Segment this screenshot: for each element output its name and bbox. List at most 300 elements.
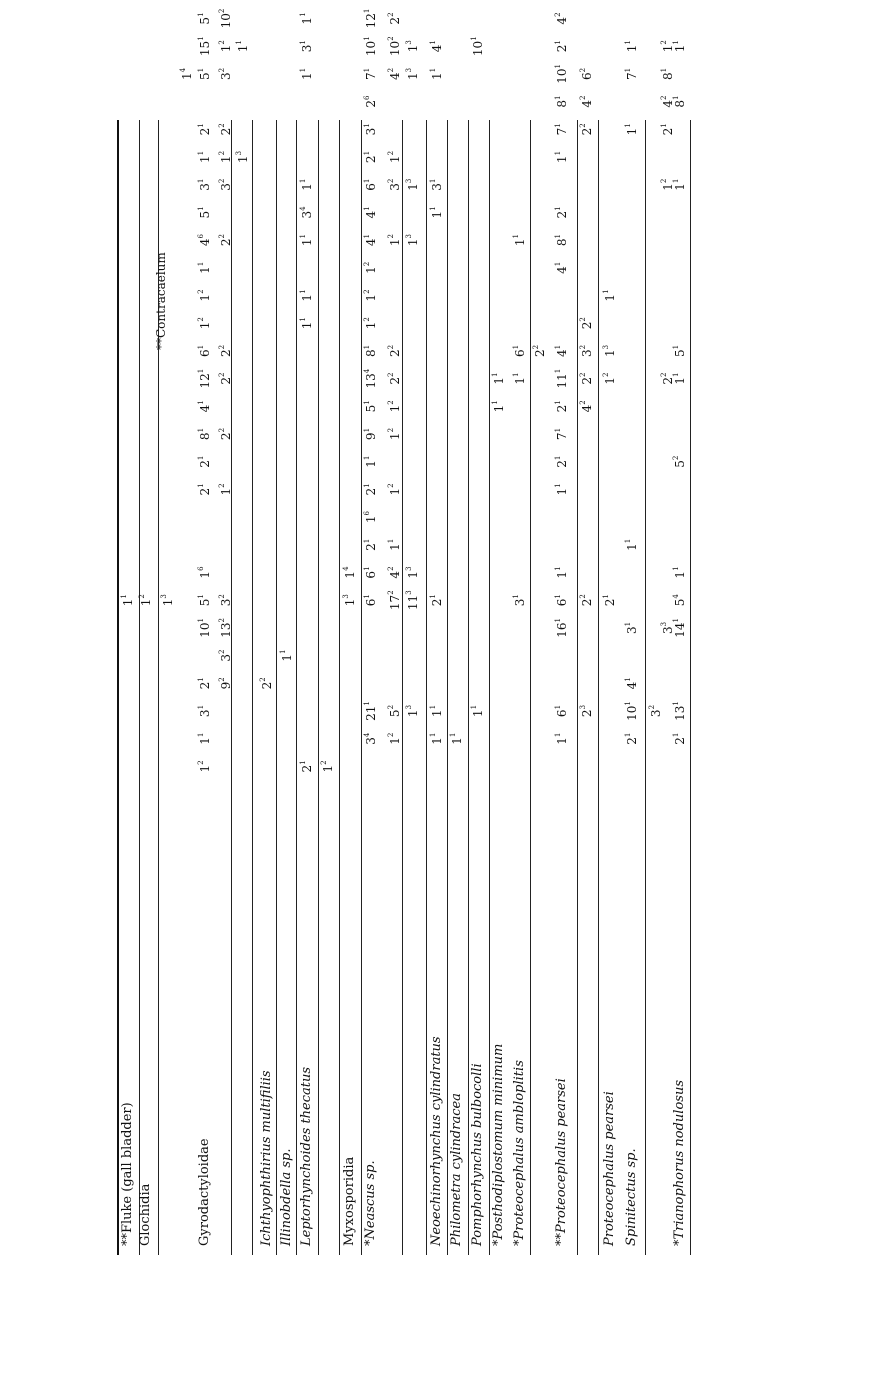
count-cell bbox=[280, 646, 294, 666]
count-value: 2 bbox=[388, 349, 402, 357]
count-value: 6 bbox=[555, 709, 569, 718]
count-superscript: 1 bbox=[197, 732, 205, 738]
count-superscript: 1 bbox=[672, 566, 680, 571]
count-value: 1 bbox=[388, 543, 402, 551]
count-value: 1 bbox=[492, 377, 506, 385]
count-value: 1 bbox=[406, 44, 420, 53]
count-superscript: 1 bbox=[624, 40, 632, 45]
count-superscript: 1 bbox=[197, 368, 205, 374]
count-cell bbox=[219, 424, 233, 444]
count-value: 4 bbox=[364, 238, 378, 247]
count-cell bbox=[364, 729, 378, 749]
count-cell bbox=[580, 396, 594, 416]
table-rule bbox=[361, 120, 362, 1255]
count-cell bbox=[430, 701, 444, 721]
count-superscript: 2 bbox=[579, 95, 587, 101]
count-superscript: 1 bbox=[197, 12, 205, 17]
count-cell bbox=[513, 369, 527, 389]
count-cell bbox=[219, 590, 233, 610]
count-cell bbox=[625, 701, 639, 721]
count-cell bbox=[661, 618, 675, 638]
count-cell bbox=[492, 396, 506, 416]
count-cell bbox=[661, 175, 675, 195]
count-cell bbox=[580, 369, 594, 389]
row-label: Leptorhynchoides thecatus bbox=[299, 1066, 314, 1246]
count-value: 8 bbox=[555, 238, 569, 247]
count-cell bbox=[555, 92, 569, 112]
count-value: 1 bbox=[364, 266, 378, 274]
count-superscript: 1 bbox=[429, 40, 437, 45]
count-cell bbox=[388, 230, 402, 250]
count-cell bbox=[625, 36, 639, 56]
count-superscript: 1 bbox=[672, 178, 680, 184]
count-superscript: 2 bbox=[387, 150, 395, 156]
table-rule bbox=[577, 120, 578, 1255]
count-cell bbox=[388, 147, 402, 167]
count-cell bbox=[673, 369, 687, 389]
count-cell bbox=[673, 563, 687, 583]
count-cell bbox=[661, 119, 675, 139]
count-value: 1 bbox=[219, 487, 233, 496]
count-superscript: 2 bbox=[218, 483, 226, 488]
count-value: 2 bbox=[673, 737, 687, 745]
count-value: 10 bbox=[364, 40, 378, 57]
count-value: 1 bbox=[364, 515, 378, 524]
count-cell bbox=[219, 646, 233, 666]
count-value: 2 bbox=[198, 127, 212, 136]
count-cell bbox=[625, 64, 639, 84]
count-value: 1 bbox=[198, 570, 212, 579]
count-superscript: 1 bbox=[512, 594, 520, 599]
count-cell bbox=[219, 369, 233, 389]
count-superscript: 1 bbox=[197, 344, 205, 350]
count-superscript: 2 bbox=[387, 372, 395, 378]
count-superscript: 2 bbox=[579, 317, 587, 322]
count-superscript: 2 bbox=[579, 67, 587, 73]
count-value: 1 bbox=[673, 570, 687, 579]
count-value: 1 bbox=[555, 570, 569, 579]
count-superscript: 2 bbox=[363, 289, 371, 294]
count-cell bbox=[321, 756, 335, 776]
count-value: 2 bbox=[364, 155, 378, 164]
count-value: 2 bbox=[533, 349, 547, 357]
count-superscript: 1 bbox=[554, 704, 562, 710]
count-value: 10 bbox=[625, 705, 639, 721]
count-value: 3 bbox=[219, 654, 233, 662]
count-value: 1 bbox=[406, 183, 420, 191]
count-cell bbox=[555, 424, 569, 444]
count-value: 2 bbox=[198, 460, 212, 468]
count-superscript: 1 bbox=[197, 123, 205, 128]
count-superscript: 2 bbox=[387, 234, 395, 239]
count-cell bbox=[198, 369, 212, 389]
count-superscript: 2 bbox=[387, 400, 395, 405]
count-superscript: 1 bbox=[660, 67, 668, 73]
count-cell bbox=[555, 479, 569, 499]
count-superscript: 2 bbox=[602, 372, 610, 378]
count-value: 7 bbox=[364, 72, 378, 80]
count-value: 9 bbox=[219, 681, 233, 690]
count-cell bbox=[198, 673, 212, 693]
count-cell bbox=[430, 590, 444, 610]
count-value: 1 bbox=[673, 377, 687, 385]
count-superscript: 1 bbox=[363, 427, 371, 433]
count-superscript: 1 bbox=[554, 40, 562, 45]
count-value: 1 bbox=[300, 183, 314, 191]
count-cell bbox=[513, 230, 527, 250]
count-cell bbox=[236, 36, 250, 56]
count-cell bbox=[406, 64, 420, 84]
count-cell bbox=[198, 313, 212, 333]
count-superscript: 2 bbox=[554, 12, 562, 17]
count-superscript: 2 bbox=[387, 344, 395, 350]
count-cell bbox=[555, 618, 569, 638]
count-cell bbox=[198, 175, 212, 195]
count-value: 1 bbox=[406, 238, 420, 247]
count-value: 3 bbox=[625, 626, 639, 634]
count-value: 5 bbox=[364, 404, 378, 413]
count-value: 1 bbox=[513, 377, 527, 385]
table-rule bbox=[690, 120, 691, 1255]
count-cell bbox=[388, 729, 402, 749]
count-cell bbox=[364, 396, 378, 416]
count-cell bbox=[180, 64, 194, 84]
count-superscript: 1 bbox=[197, 206, 205, 211]
count-cell bbox=[388, 9, 402, 29]
count-value: 5 bbox=[198, 598, 212, 607]
count-value: 3 bbox=[219, 183, 233, 191]
count-cell bbox=[198, 756, 212, 776]
count-value: 3 bbox=[198, 183, 212, 191]
count-superscript: 1 bbox=[512, 344, 520, 350]
count-superscript: 1 bbox=[299, 760, 307, 765]
count-cell bbox=[198, 479, 212, 499]
contracaelum-label: **Contracaelum bbox=[154, 252, 168, 350]
count-superscript: 1 bbox=[554, 64, 562, 69]
count-value: 1 bbox=[364, 293, 378, 302]
count-cell bbox=[364, 147, 378, 167]
count-superscript: 3 bbox=[160, 594, 168, 599]
count-cell bbox=[198, 258, 212, 278]
count-cell bbox=[300, 756, 314, 776]
count-superscript: 2 bbox=[138, 594, 146, 599]
count-value: 1 bbox=[300, 321, 314, 330]
table-rule bbox=[489, 120, 490, 1255]
count-superscript: 1 bbox=[624, 701, 632, 706]
count-cell bbox=[300, 313, 314, 333]
count-superscript: 1 bbox=[363, 400, 371, 405]
count-superscript: 1 bbox=[672, 344, 680, 350]
count-cell bbox=[198, 147, 212, 167]
count-cell bbox=[300, 286, 314, 306]
count-superscript: 1 bbox=[624, 67, 632, 73]
count-cell bbox=[580, 64, 594, 84]
count-superscript: 2 bbox=[218, 427, 226, 433]
count-cell bbox=[661, 36, 675, 56]
count-value: 2 bbox=[219, 432, 233, 441]
count-superscript: 2 bbox=[218, 618, 226, 623]
count-value: 10 bbox=[219, 13, 233, 29]
row-label: Myxosporidia bbox=[342, 1156, 357, 1246]
count-value: 1 bbox=[280, 654, 294, 662]
count-cell bbox=[236, 147, 250, 167]
count-value: 1 bbox=[198, 266, 212, 274]
count-superscript: 1 bbox=[470, 36, 478, 41]
count-value: 13 bbox=[219, 622, 233, 638]
count-value: 1 bbox=[198, 764, 212, 773]
count-value: 2 bbox=[661, 127, 675, 136]
count-cell bbox=[219, 618, 233, 638]
count-cell bbox=[364, 119, 378, 139]
count-value: 2 bbox=[388, 16, 402, 25]
count-superscript: 1 bbox=[299, 234, 307, 239]
count-superscript: 1 bbox=[363, 344, 371, 350]
count-value: 1 bbox=[121, 598, 135, 607]
count-superscript: 1 bbox=[197, 261, 205, 267]
count-cell bbox=[649, 701, 663, 721]
count-superscript: 1 bbox=[429, 732, 437, 738]
count-cell bbox=[364, 563, 378, 583]
count-value: 2 bbox=[555, 404, 569, 413]
count-value: 3 bbox=[661, 626, 675, 634]
row-label: Spinitectus sp. bbox=[624, 1148, 639, 1246]
count-cell bbox=[364, 424, 378, 444]
count-cell bbox=[492, 369, 506, 389]
count-superscript: 4 bbox=[672, 594, 680, 599]
count-superscript: 3 bbox=[342, 594, 350, 599]
count-value: 11 bbox=[406, 594, 420, 611]
count-superscript: 1 bbox=[660, 123, 668, 128]
table-rule bbox=[252, 120, 253, 1255]
count-superscript: 6 bbox=[363, 511, 371, 516]
count-cell bbox=[430, 64, 444, 84]
count-value: 6 bbox=[364, 183, 378, 191]
count-value: 3 bbox=[219, 598, 233, 607]
count-value: 1 bbox=[364, 321, 378, 330]
count-superscript: 1 bbox=[624, 538, 632, 544]
count-cell bbox=[580, 341, 594, 361]
count-value: 1 bbox=[300, 293, 314, 302]
count-cell bbox=[364, 0, 378, 1]
count-cell bbox=[219, 341, 233, 361]
count-superscript: 3 bbox=[405, 178, 413, 184]
count-value: 3 bbox=[430, 183, 444, 191]
count-value: 5 bbox=[673, 349, 687, 357]
count-cell bbox=[430, 729, 444, 749]
count-cell bbox=[198, 341, 212, 361]
count-value: 3 bbox=[513, 598, 527, 607]
count-superscript: 2 bbox=[197, 760, 205, 765]
count-value: 1 bbox=[471, 709, 485, 718]
count-cell bbox=[161, 590, 175, 610]
count-value: 2 bbox=[219, 377, 233, 385]
count-cell bbox=[673, 590, 687, 610]
count-cell bbox=[625, 535, 639, 555]
count-superscript: 1 bbox=[363, 455, 371, 461]
count-superscript: 1 bbox=[197, 704, 205, 710]
count-cell bbox=[364, 9, 378, 29]
count-superscript: 1 bbox=[554, 732, 562, 738]
count-superscript: 3 bbox=[405, 234, 413, 239]
count-superscript: 3 bbox=[602, 344, 610, 350]
table-rule bbox=[530, 120, 531, 1255]
count-value: 2 bbox=[555, 210, 569, 219]
count-superscript: 1 bbox=[299, 289, 307, 294]
count-superscript: 1 bbox=[387, 538, 395, 544]
count-superscript: 1 bbox=[491, 372, 499, 378]
count-cell bbox=[450, 729, 464, 749]
count-superscript: 1 bbox=[554, 234, 562, 239]
count-cell bbox=[625, 729, 639, 749]
row-label: Gyrodactyloidae bbox=[197, 1138, 212, 1246]
count-value: 1 bbox=[388, 238, 402, 247]
count-superscript: 1 bbox=[235, 40, 243, 45]
count-cell bbox=[625, 673, 639, 693]
count-cell bbox=[300, 64, 314, 84]
count-value: 1 bbox=[661, 44, 675, 53]
count-superscript: 3 bbox=[405, 40, 413, 45]
count-cell bbox=[603, 286, 617, 306]
count-value: 3 bbox=[364, 127, 378, 136]
count-value: 2 bbox=[364, 543, 378, 551]
count-value: 1 bbox=[388, 487, 402, 496]
count-value: 7 bbox=[625, 72, 639, 80]
count-cell bbox=[555, 147, 569, 167]
count-cell bbox=[198, 729, 212, 749]
count-cell bbox=[121, 590, 135, 610]
count-value: 4 bbox=[555, 349, 569, 357]
count-value: 4 bbox=[580, 404, 594, 413]
count-cell bbox=[388, 563, 402, 583]
table-rule bbox=[447, 120, 448, 1255]
table-rule bbox=[426, 120, 427, 1255]
count-cell bbox=[430, 175, 444, 195]
count-cell bbox=[198, 701, 212, 721]
count-superscript: 1 bbox=[363, 36, 371, 41]
count-cell bbox=[364, 230, 378, 250]
table-rule bbox=[296, 120, 297, 1255]
count-cell bbox=[198, 618, 212, 638]
count-value: 5 bbox=[673, 598, 687, 607]
count-cell bbox=[555, 202, 569, 222]
count-value: 2 bbox=[198, 487, 212, 496]
count-cell bbox=[661, 64, 675, 84]
count-value: 3 bbox=[219, 72, 233, 80]
count-superscript: 1 bbox=[429, 206, 437, 211]
count-value: 1 bbox=[555, 737, 569, 745]
count-value: 3 bbox=[198, 709, 212, 718]
count-superscript: 1 bbox=[299, 67, 307, 73]
count-cell bbox=[198, 590, 212, 610]
count-superscript: 1 bbox=[554, 261, 562, 267]
count-cell bbox=[580, 92, 594, 112]
count-cell bbox=[219, 36, 233, 56]
count-superscript: 2 bbox=[387, 178, 395, 184]
count-value: 9 bbox=[364, 432, 378, 441]
count-cell bbox=[513, 341, 527, 361]
count-superscript: 2 bbox=[218, 178, 226, 184]
count-value: 8 bbox=[198, 432, 212, 441]
count-superscript: 1 bbox=[299, 12, 307, 17]
count-value: 1 bbox=[513, 238, 527, 247]
count-value: 2 bbox=[300, 764, 314, 773]
count-cell bbox=[388, 701, 402, 721]
count-value: 3 bbox=[580, 349, 594, 357]
count-cell bbox=[388, 369, 402, 389]
count-superscript: 2 bbox=[387, 36, 395, 41]
count-value: 2 bbox=[260, 681, 274, 690]
count-value: 1 bbox=[625, 44, 639, 53]
count-cell bbox=[555, 64, 569, 84]
count-cell bbox=[406, 36, 420, 56]
count-value: 6 bbox=[580, 72, 594, 80]
count-superscript: 4 bbox=[299, 206, 307, 211]
count-cell bbox=[555, 119, 569, 139]
count-cell bbox=[406, 590, 420, 610]
count-cell bbox=[555, 701, 569, 721]
table-rule bbox=[468, 120, 469, 1255]
count-superscript: 1 bbox=[197, 67, 205, 73]
count-cell bbox=[198, 452, 212, 472]
count-superscript: 2 bbox=[218, 123, 226, 128]
count-superscript: 2 bbox=[672, 455, 680, 461]
row-label: *Proteocephalus ambloplitis bbox=[512, 1060, 527, 1246]
count-cell bbox=[533, 341, 547, 361]
count-cell bbox=[673, 729, 687, 749]
count-cell bbox=[364, 590, 378, 610]
count-cell bbox=[673, 701, 687, 721]
count-cell bbox=[673, 452, 687, 472]
count-value: 2 bbox=[603, 598, 617, 607]
count-superscript: 2 bbox=[660, 372, 668, 378]
count-value: 8 bbox=[661, 72, 675, 80]
count-cell bbox=[673, 341, 687, 361]
count-superscript: 3 bbox=[235, 150, 243, 156]
count-cell bbox=[673, 92, 687, 112]
count-superscript: 1 bbox=[363, 701, 371, 706]
count-value: 1 bbox=[198, 737, 212, 745]
count-cell bbox=[388, 479, 402, 499]
count-superscript: 2 bbox=[387, 12, 395, 17]
count-value: 2 bbox=[219, 127, 233, 136]
count-value: 6 bbox=[513, 349, 527, 357]
count-value: 10 bbox=[388, 40, 402, 57]
count-superscript: 1 bbox=[299, 317, 307, 322]
count-superscript: 2 bbox=[218, 40, 226, 45]
count-value: 4 bbox=[388, 72, 402, 80]
count-cell bbox=[300, 9, 314, 29]
count-cell bbox=[555, 230, 569, 250]
count-superscript: 1 bbox=[429, 594, 437, 599]
count-superscript: 3 bbox=[405, 566, 413, 571]
count-value: 17 bbox=[388, 594, 402, 611]
count-cell bbox=[198, 230, 212, 250]
table-rule bbox=[139, 120, 140, 1255]
count-value: 6 bbox=[364, 570, 378, 579]
count-cell bbox=[198, 424, 212, 444]
count-superscript: 2 bbox=[387, 67, 395, 73]
count-value: 1 bbox=[625, 127, 639, 136]
count-value: 4 bbox=[555, 266, 569, 274]
count-value: 1 bbox=[343, 598, 357, 607]
count-value: 1 bbox=[300, 238, 314, 247]
count-superscript: 2 bbox=[579, 372, 587, 378]
count-value: 4 bbox=[555, 16, 569, 25]
count-value: 5 bbox=[198, 210, 212, 219]
count-superscript: 1 bbox=[554, 368, 562, 374]
count-value: 4 bbox=[580, 100, 594, 108]
count-value: 4 bbox=[625, 681, 639, 690]
